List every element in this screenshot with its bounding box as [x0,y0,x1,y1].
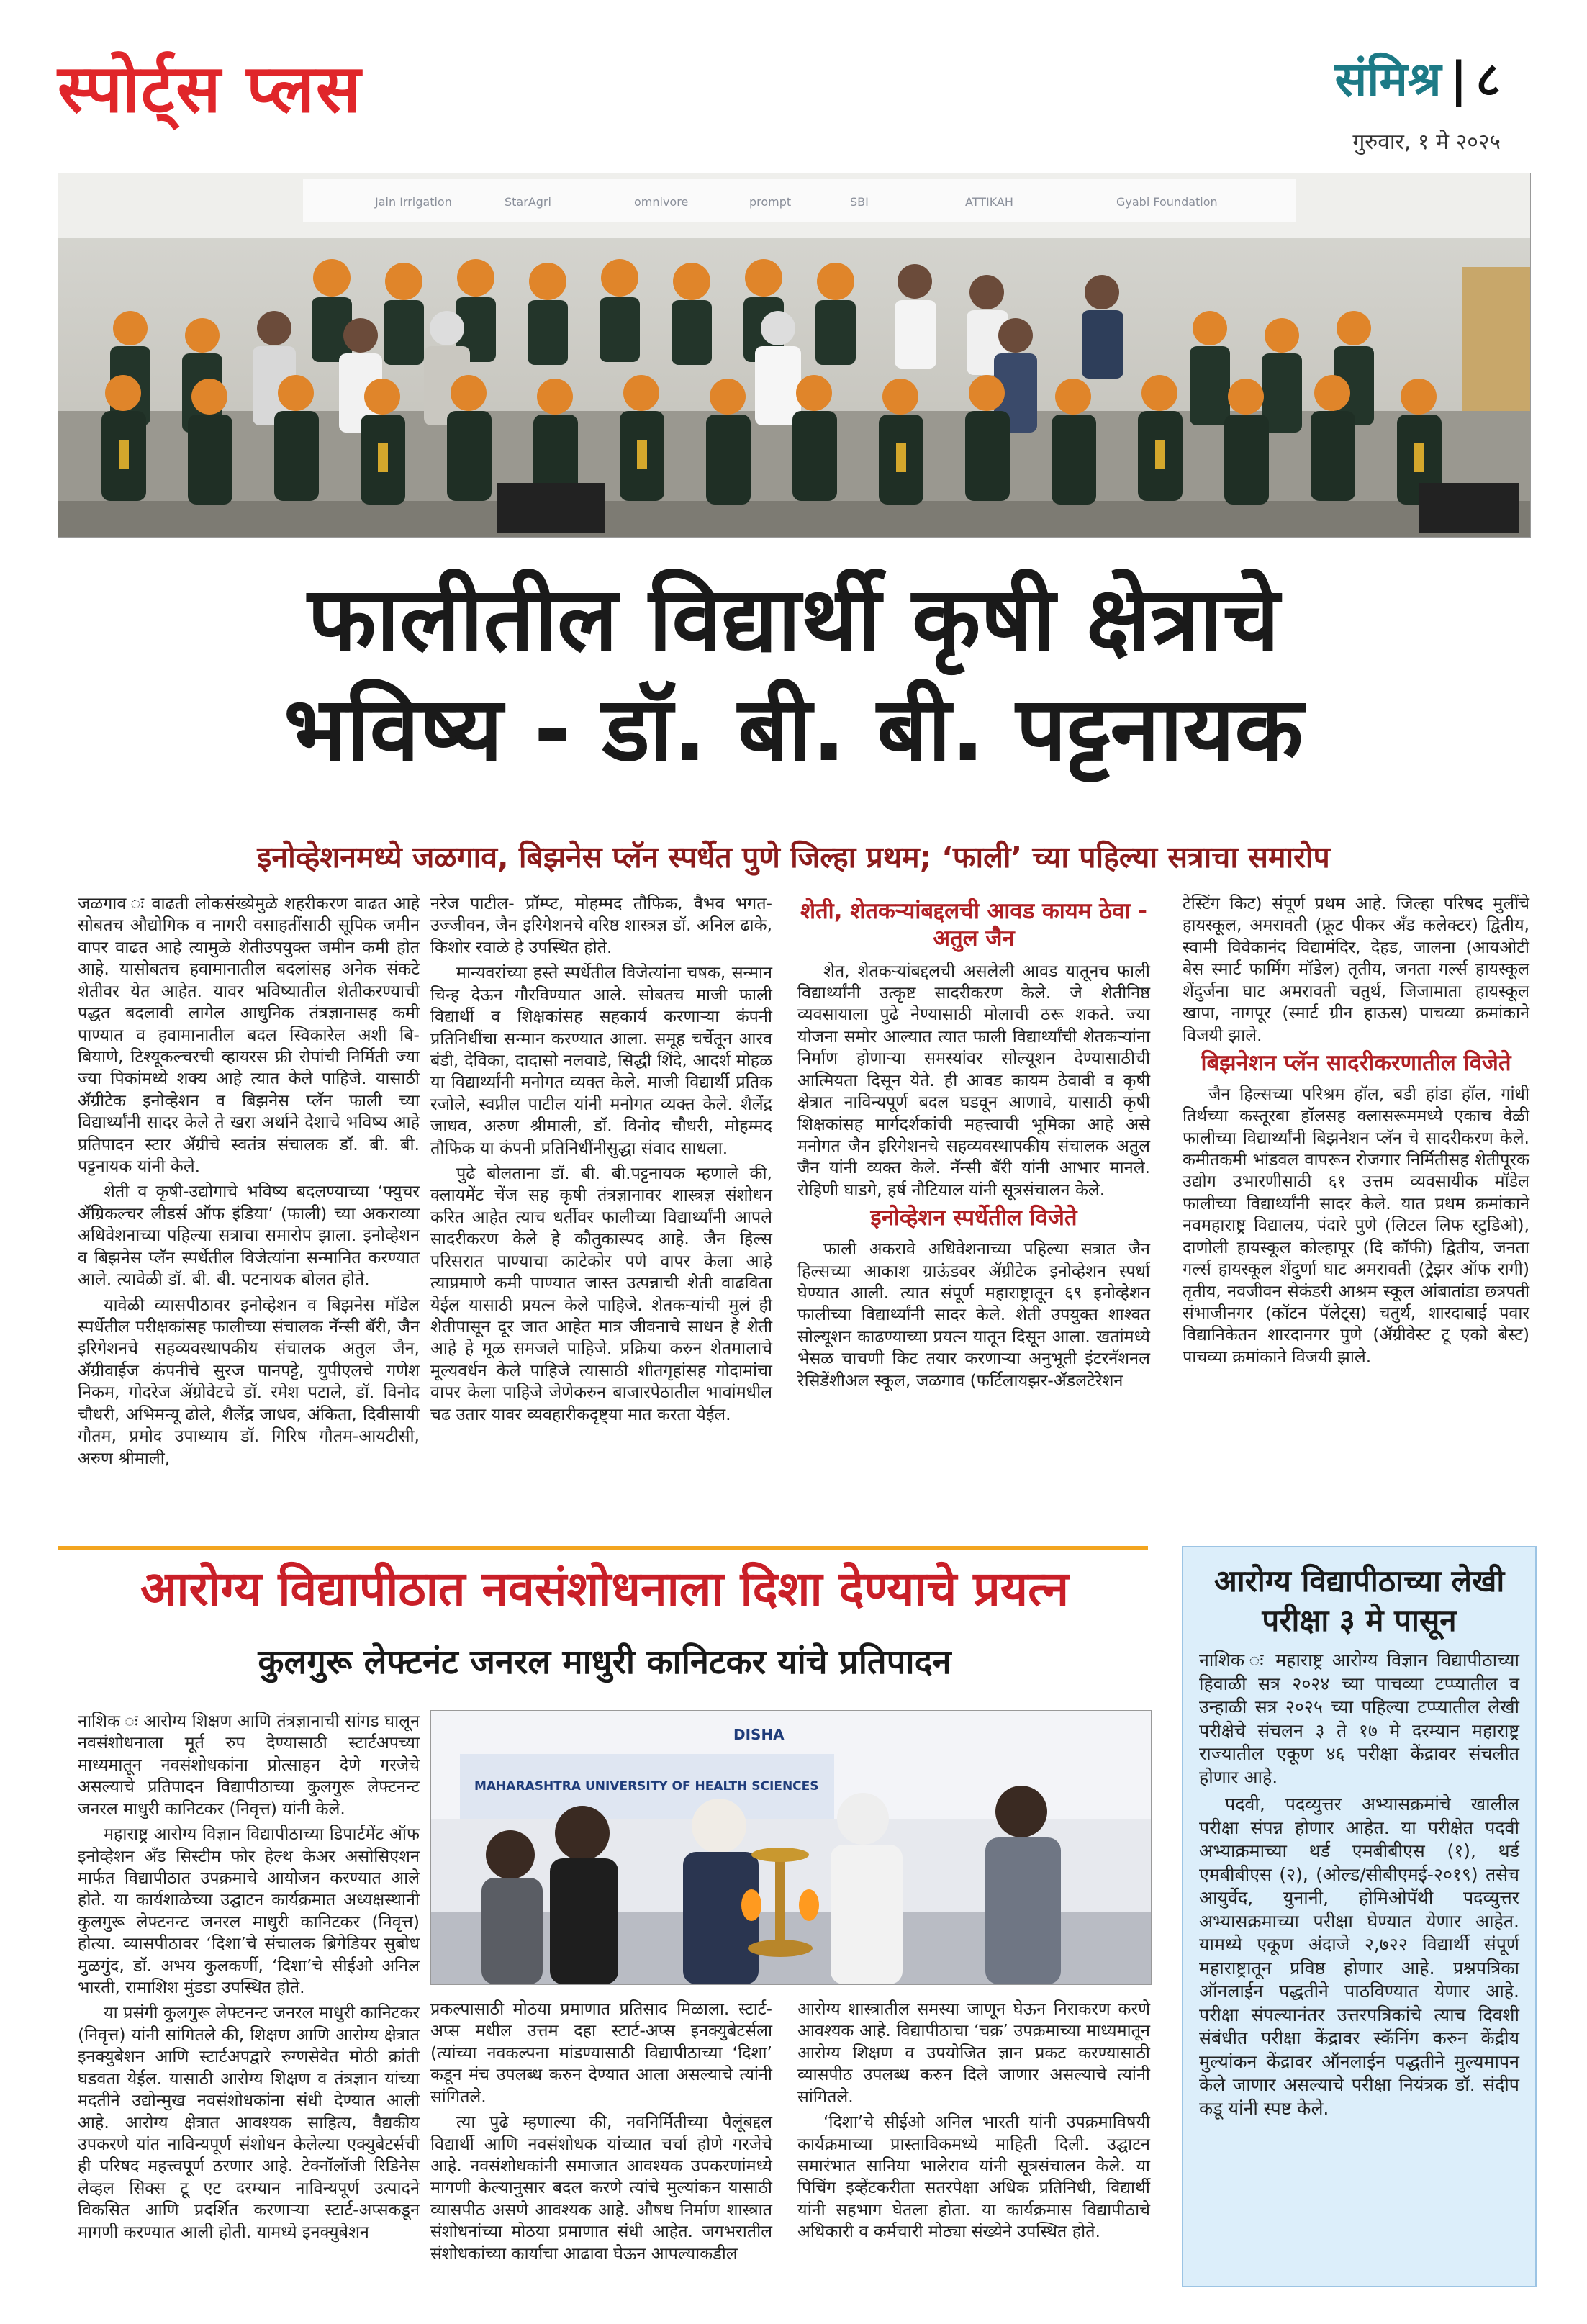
main-article-col4 [1183,892,1529,1371]
svg-text:omnivore: omnivore [634,195,689,209]
main-headline-line1: फालीतील विद्यार्थी कृषी क्षेत्राचे [307,568,1280,672]
section-label [1334,52,1501,107]
main-deck: इनोव्हेशनमध्ये जळगाव, बिझनेस प्लॅन स्पर्धेत पुणे जिल्हा प्रथम; ‘फाली’ च्या पहिल्या सत्राचा समारोप [257,840,1330,874]
main-col1-para2: शेती व कृषी-उद्योगाचे भविष्य बदलण्याच्या ‘फ्युचर ॲग्रिकल्चर लीडर्स ऑफ इंडिया’ (फाली) च्या अकराव्या अधिवेशनाच्या पहिल्या सत्राचा समारोप झाला. इनोव्हेशन व बिझनेस प्लॅन स्पर्धेतील विजेत्यांना सन्मानित करण्यात आले. त्यावेळी डॉ. बी. बी. पटनायक बोलत होते. [78,1181,420,1290]
svg-text:SBI: SBI [850,195,869,209]
exam-news-title: आरोग्य विद्यापीठाच्या लेखी परीक्षा ३ मे पासून [1213,1563,1505,1638]
second-article-col1 [78,1710,420,2246]
svg-text:StarAgri: StarAgri [505,195,551,209]
second-article-col3 [797,1998,1150,2246]
subhead-business-plan-winners: बिझनेशन प्लॅन सादरीकरणातील विजेते [1201,1049,1511,1076]
group-photo [58,173,1531,538]
second-article-col2 [430,1998,772,2268]
exam-news-para2: पदवी, पदव्युत्तर अभ्यासक्रमांचे खालील परीक्षा संपन्न होणार आहेत. या परीक्षेत पदवी अभ्याक्रमाच्या थर्ड एमबीबीएस (१), थर्ड एमबीबीएस (२), (ओल्ड/सीबीएमई-२०१९) तसेच आयुर्वेद, युनानी, होमिओपॅथी पदव्युत्तर अभ्यासक्रमाच्या परीक्षा घेण्यात येणार आहेत. यामध्ये एकूण अंदाजे २,७२२ विद्यार्थी संपूर्ण महाराष्ट्रातून प्रविष्ठ होणार आहे. प्रश्नपत्रिका ऑनलाईन पद्धतीने पाठविण्यात येणार आहे. परीक्षा संपल्यानंतर उत्तरपत्रिकांचे त्याच दिवशी संबंधीत परीक्षा केंद्रावर स्कॅनिंग करुन केंद्रीय मुल्यांकन केंद्रावर ऑनलाईन पद्धतीने मुल्यमापन केले जाणार असल्याचे परीक्षा नियंत्रक डॉ. संदीप कडू यांनी स्पष्ट केले. [1199,1794,1519,2119]
svg-text:Gyabi Foundation: Gyabi Foundation [1116,195,1218,209]
second-subheadline: कुलगुरू लेफ्टनंट जनरल माधुरी कानिटकर यांचे प्रतिपादन [258,1642,951,1682]
second-col2-para2: त्या पुढे म्हणाल्या की, नवनिर्मितीच्या पैलूंबद्दल विद्यार्थी आणि नवसंशोधक यांच्यात चर्चा होणे गरजेचे आहे. नवसंशोधकांनी समाजात आवश्यक उपकरणांमध्ये मागणी केल्यानुसार बदल करणे त्यांचे मुल्यांकन यासाठी व्यासपीठ असणे आवश्यक आहे. औषध निर्माण शास्त्रात संशोधनांच्या मोठया प्रमाणात संधी आहेत. जगभरातील संशोधकांच्या कार्याचा आढावा घेऊन आपल्याकडील [430,2112,772,2264]
main-col4-para1: टेस्टिंग किट) संपूर्ण प्रथम आहे. जिल्हा परिषद मुलींचे हायस्कूल, अमरावती (फ्रूट पीकर अँड कलेक्टर) द्वितीय, स्वामी विवेकानंद विद्यामंदिर, देहड, जालना (आयओटी बेस स्मार्ट फार्मिंग मॉडेल) तृतीय, जनता गर्ल्स हायस्कूल शेंदुर्जना घाट अमरावती चतुर्थ, जिजामाता हायस्कूल खापा, नागपूर (स्मार्ट ग्रीन हाऊस) पाचव्या क्रमांकाने विजयी झाले. [1183,893,1529,1045]
exam-news-body [1199,1649,1519,2120]
lamp-lighting-photo [430,1710,1152,1985]
second-col1-para3: या प्रसंगी कुलगुरू लेफ्टनन्ट जनरल माधुरी कानिटकर (निवृत्त) यांनी सांगितले की, शिक्षण आणि आरोग्य क्षेत्रात इनक्युबेशन आणि स्टार्टअपद्वारे रुग्णसेवेत मोठी क्रांती घडवता येईल. यासाठी आरोग्य शिक्षण व तंत्रज्ञान यांच्या मदतीने उद्योन्मुख नवसंशोधकांना संधी देण्यात आली आहे. आरोग्य क्षेत्रात आवश्यक साहित्य, वैद्यकीय उपकरणे यांत नाविन्यपूर्ण संशोधन केलेल्या एक्युबेटर्सची ही परिषद महत्त्वपूर्ण ठरणार आहे. टेक्नॉलॉजी रिडिनेस लेव्हल सिक्स टू एट दरम्यान नाविन्यपूर्ण उत्पादने विकसित आणि प्रदर्शित करणाऱ्या स्टार्ट-अप्सकडून मागणी करण्यात आली होती. यामध्ये इनक्युबेशन [78,2002,420,2242]
main-col1-para1: जळगाव ः वाढती लोकसंख्येमुळे शहरीकरण वाढत आहे सोबतच औद्योगिक व नागरी वसाहतींसाठी सूपिक जमीन वापर वाढत आहे त्यामुळे शेतीउपयुक्त जमीन कमी होत आहे. यासोबतच हवामानातील बदलांसह अनेक संकटे शेतीवर येत आहेत. यावर भविष्यातील शेतीकरण्याची पद्धत बदलावी लागेल आधुनिक तंत्रज्ञानासह कमी पाण्यात व हवामानातील बदल स्विकारेल अशी बि-बियाणे, टिश्यूकल्चरची व्हायरस फ्री रोपांची निर्मिती ज्या ज्या पिकांमध्ये शक्य आहे त्यात केले पाहिजे. यासाठी ॲग्रीटेक इनोव्हेशन व बिझनेस प्लॅन फाली च्या विद्यार्थ्यांनी सादर केले ते खरा अर्थाने देशाचे भविष्य आहे प्रतिपादन स्टार ॲग्रीचे स्वतंत्र संचालक डॉ. बी. बी. पट्टनायक यांनी केले. [78,893,420,1177]
subhead-atul-jain: शेती, शेतकऱ्यांबद्दलची आवड कायम ठेवा - अतुल जैन [800,898,1148,951]
main-article-col3 [797,892,1150,1395]
exam-news-box [1182,1546,1537,2287]
svg-text:ATTIKAH: ATTIKAH [965,195,1013,209]
main-col1-para3: यावेळी व्यासपीठावर इनोव्हेशन व बिझनेस मॉडेल स्पर्धेतील परीक्षकांसह फालीच्या संचालक नॅन्सी बॅरी, जैन इरिगेशनचे सहव्यवस्थापकीय संचालक अतुल जैन, ॲग्रीवाईज कंपनीचे सुरज पानपट्टे, युपीएलचे गणेश निकम, गोदरेज ॲग्रोवेटचे डॉ. रमेश पटाले, डॉ. विनोद चौधरी, अभिमन्यू ढोले, शैलेंद्र जाधव, अंकिता, दिवीसायी गौतम, प्रमोद उपाध्याय डॉ. गिरिष गौतम-आयटीसी, अरुण श्रीमाली, [78,1294,420,1468]
svg-text:Jain Irrigation: Jain Irrigation [375,195,452,209]
main-headline-line2: भविष्य - डॉ. बी. बी. पट्टनायक [284,678,1303,782]
second-col3-para2: ‘दिशा’चे सीईओ अनिल भारती यांनी उपक्रमाविषयी कार्यक्रमाच्या प्रास्ताविकमध्ये माहिती दिली. उद्घाटन समारंभात सानिया भालेराव यांनी सूत्रसंचालन केले. या पिचिंग इव्हेंटकरीता सतरपेक्षा अधिक प्रतिनिधी, विद्यार्थी यांनी सहभाग घेतला होता. या कार्यक्रमास विद्यापीठाचे अधिकारी व कर्मचारी मोठ्या संख्येने उपस्थित होते. [797,2112,1150,2242]
main-col2-para2: मान्यवरांच्या हस्ते स्पर्धेतील विजेत्यांना चषक, सन्मान चिन्ह देऊन गौरविण्यात आले. सोबतच माजी फाली विद्यार्थी व शिक्षकांसह सहकार्य करणाऱ्या कंपनी प्रतिनिधींचा सन्मान करण्यात आला. समूह चर्चेतून आरव बंडी, देविका, दादासो नलवाडे, सिद्धी शिंदे, आदर्श मोहळ या विद्यार्थ्यांनी मनोगत व्यक्त केले. माजी विद्यार्थी प्रतिक रजोले, स्वप्नील पाटील यांनी मनोगत व्यक्त केले. शैलेंद्र जाधव, अरुण श्रीमाली, डॉ. विनोद चौधरी, मोहम्मद तौफिक या कंपनी प्रतिनिधींनीसुद्धा संवाद साधला. [430,962,772,1158]
second-col2-para1: प्रकल्पासाठी मोठया प्रमाणात प्रतिसाद मिळाला. स्टार्ट-अप्स मधील उत्तम दहा स्टार्ट-अप्स इनक्युबेटर्सला (त्यांच्या नवकल्पना मांडण्यासाठी विद्यापीठाच्या ‘दिशा’ कडून मंच उपलब्ध करुन देण्यात आला असल्याचे त्यांनी सांगितले. [430,1999,772,2107]
main-col3-para2: फाली अकरावे अधिवेशनाच्या पहिल्या सत्रात जैन हिल्सच्या आकाश ग्राऊंडवर ॲग्रीटेक इनोव्हेशन स्पर्धा घेण्यात आली. त्यात संपूर्ण महाराष्ट्रातून ६९ इनोव्हेशन फालीच्या विद्यार्थ्यांनी सादर केले. शेती उपयुक्त शाश्वत सोल्यूशन काढण्याच्या प्रयत्न यातून दिसून आला. खतांमध्ये भेसळ चाचणी किट तयार करणाऱ्या अनुभूती इंटरनॅशनल रेसिडेंशीअल स्कूल, जळगाव (फर्टिलायझर-ॲडलटेरेशन [797,1239,1150,1391]
banner-university-text: MAHARASHTRA UNIVERSITY OF HEALTH SCIENCES [474,1779,819,1794]
main-article-col1 [78,892,420,1473]
second-col1-para2: महाराष्ट्र आरोग्य विज्ञान विद्यापीठाच्या डिपार्टमेंट ऑफ इनोव्हेशन अँड सिस्टीम फोर हेल्थ केअर असोसिएशन मार्फत विद्यापीठात उपक्रमाचे आयोजन करण्यात आले होते. या कार्यशाळेच्या उद्घाटन कार्यक्रमात अध्यक्षस्थानी कुलगुरू लेफ्टनन्ट जनरल माधुरी कानिटकर (निवृत्त) होत्या. व्यासपीठावर ‘दिशा’चे संचालक ब्रिगेडियर सुबोध मुळगुंद, डॉ. अभय कुलकर्णी, ‘दिशा’चे सीईओ अनिल भारती, रामाशिश मुंडडा उपस्थित होते. [78,1824,420,1998]
page-number: ८ [1475,52,1501,107]
main-col2-para1: नरेज पाटील- प्रॉम्प्ट, मोहम्मद तौफिक, वैभव भगत- उज्जीवन, जैन इरिगेशनचे वरिष्ठ शास्त्रज्ञ डॉ. अनिल ढाके, किशोर रवाळे हे उपस्थित होते. [430,893,772,957]
dateline: गुरुवार, १ मे २०२५ [1352,130,1501,155]
main-col3-para1: शेत, शेतकऱ्यांबद्दलची असलेली आवड यातूनच फाली विद्यार्थ्यांनी उत्कृष्ट सादरीकरण केले. जे शेतीनिष्ठ व्यवसायाला पुढे नेण्यासाठी मोलाची ठरू शकते. ज्या योजना समोर आल्यात त्यात फाली विद्यार्थ्यांची शेतकऱ्यांना निर्माण होणाऱ्या समस्यांवर सोल्यूशन देण्यासाठीची आत्मियता दिसून येते. ही आवड कायम ठेवावी व कृषी क्षेत्रात नाविन्यपूर्ण बदल घडवून आणावे, यासाठी कृषी शिक्षकांसह मार्गदर्शकांची महत्त्वाची भूमिका आहे असे मनोगत जैन इरिगेशनचे सहव्यवस्थापकीय संचालक अतुल जैन यांनी व्यक्त केले. नॅन्सी बॅरी यांनी आभार मानले. रोहिणी घाडगे, हर्ष नौटियाल यांनी सूत्रसंचालन केले. [797,960,1150,1200]
main-article-col2 [430,892,772,1429]
banner-disha-text: DISHA [733,1726,785,1743]
section-divider: | [1450,52,1468,107]
main-col4-para2: जैन हिल्सच्या परिश्रम हॉल, बडी हांडा हॉल, गांधी तिर्थच्या कस्तूरबा हॉलसह क्लासरूममध्ये एकाच वेळी फालीच्या विद्यार्थ्यांनी बिझनेशन प्लॅन चे सादरीकरण केले. कमीतकमी भांडवल वापरून रोजगार निर्मितीसह शेतीपूरक उद्योग उभारणीसाठी ६१ उत्तम व्यवसायीक मॉडेल फालीच्या विद्यार्थ्यांनी सादर केले. यात प्रथम क्रमांकाने नवमहाराष्ट्र विद्यालय, पंदारे पुणे (लिटल लिफ स्टुडिओ), दाणोली हायस्कूल कोल्हापूर (दि कॉफी) द्वितीय, जनता गर्ल्स हायस्कूल शेंदुर्णा घाट अमरावती (ट्रेझर ऑफ रागी) तृतीय, नवजीवन सेकंडरी आश्रम स्कूल आंबातांडा छत्रपती संभाजीनगर (कॉटन पॅलेट्स) चतुर्थ, शारदाबाई पवार विद्यानिकेतन शारदानगर पुणे (ॲग्रीवेस्ट टू एको बेस्ट) पाचव्या क्रमांकाने विजयी झाले. [1183,1083,1529,1367]
exam-news-para1: नाशिक ः महाराष्ट्र आरोग्य विज्ञान विद्यापीठाच्या हिवाळी सत्र २०२४ च्या पाचव्या टप्प्यातील व उन्हाळी सत्र २०२५ च्या पहिल्या टप्प्यातील लेखी परीक्षेचे संचलन ३ ते १७ मे दरम्यान महाराष्ट्र राज्यातील एकूण ४६ परीक्षा केंद्रावर संचलीत होणार आहे. [1199,1650,1519,1788]
section-name: संमिश्र [1334,52,1442,107]
section-rule [58,1546,1148,1550]
second-col3-para1: आरोग्य शास्त्रातील समस्या जाणून घेऊन निराकरण करणे आवश्यक आहे. विद्यापीठाचा ‘चक्र’ उपक्रमाच्या माध्यमातून आरोग्य शिक्षण व उपयोजित ज्ञान प्रकट करण्यासाठी व्यासपीठ उपलब्ध करुन दिले जाणार असल्याचे त्यांनी सांगितले. [797,1999,1150,2107]
main-col2-para3: पुढे बोलताना डॉ. बी. बी.पट्टनायक म्हणाले की, क्लायमेंट चेंज सह कृषी तंत्रज्ञानावर शास्त्रज्ञ संशोधन करित आहेत त्याच धर्तीवर फालीच्या विद्यार्थ्यांनी आपले सादरीकरण केले हे कौतुकास्पद आहे. जैन हिल्स परिसरात पाण्याचा काटेकोर पणे वापर केला आहे त्याप्रमाणे कमी पाण्यात जास्त उत्पन्नाची शेती वाढविता येईल यासाठी प्रयत्न केले पाहिजे. शेतकऱ्यांची मुलं ही शेतीपासून दूर जात आहेत मात्र जीवनाचे साधन हे शेती आहे हे मूळ समजले पाहिजे. प्रक्रिया करुन शेतमालाचे मूल्यवर्धन केले पाहिजे त्यासाठी शीतगृहांसह गोदामांचा वापर केला पाहिजे जेणेकरुन बाजारपेठातील भावांमधील चढ उतार यावर व्यवहारीकदृष्ट्या मात करता येईल. [430,1163,772,1424]
masthead-title: स्पोर्ट्स प्लस [58,50,363,127]
subhead-innovation-winners: इनोव्हेशन स्पर्धेतील विजेते [870,1205,1077,1231]
second-headline: आरोग्य विद्यापीठात नवसंशोधनाला दिशा देण्याचे प्रयत्न [140,1561,1069,1617]
svg-text:prompt: prompt [749,195,792,209]
second-col1-para1: नाशिक ः आरोग्य शिक्षण आणि तंत्रज्ञानाची सांगड घालून नवसंशोधनाला मूर्त रुप देण्यासाठी स्टार्टअपच्या माध्यमातून नवसंशोधकांना प्रोत्साहन देणे गरजेचे असल्याचे प्रतिपादन विद्यापीठाच्या कुलगुरू लेफ्टनन्ट जनरल माधुरी कानिटकर (निवृत्त) यांनी केले. [78,1711,420,1819]
